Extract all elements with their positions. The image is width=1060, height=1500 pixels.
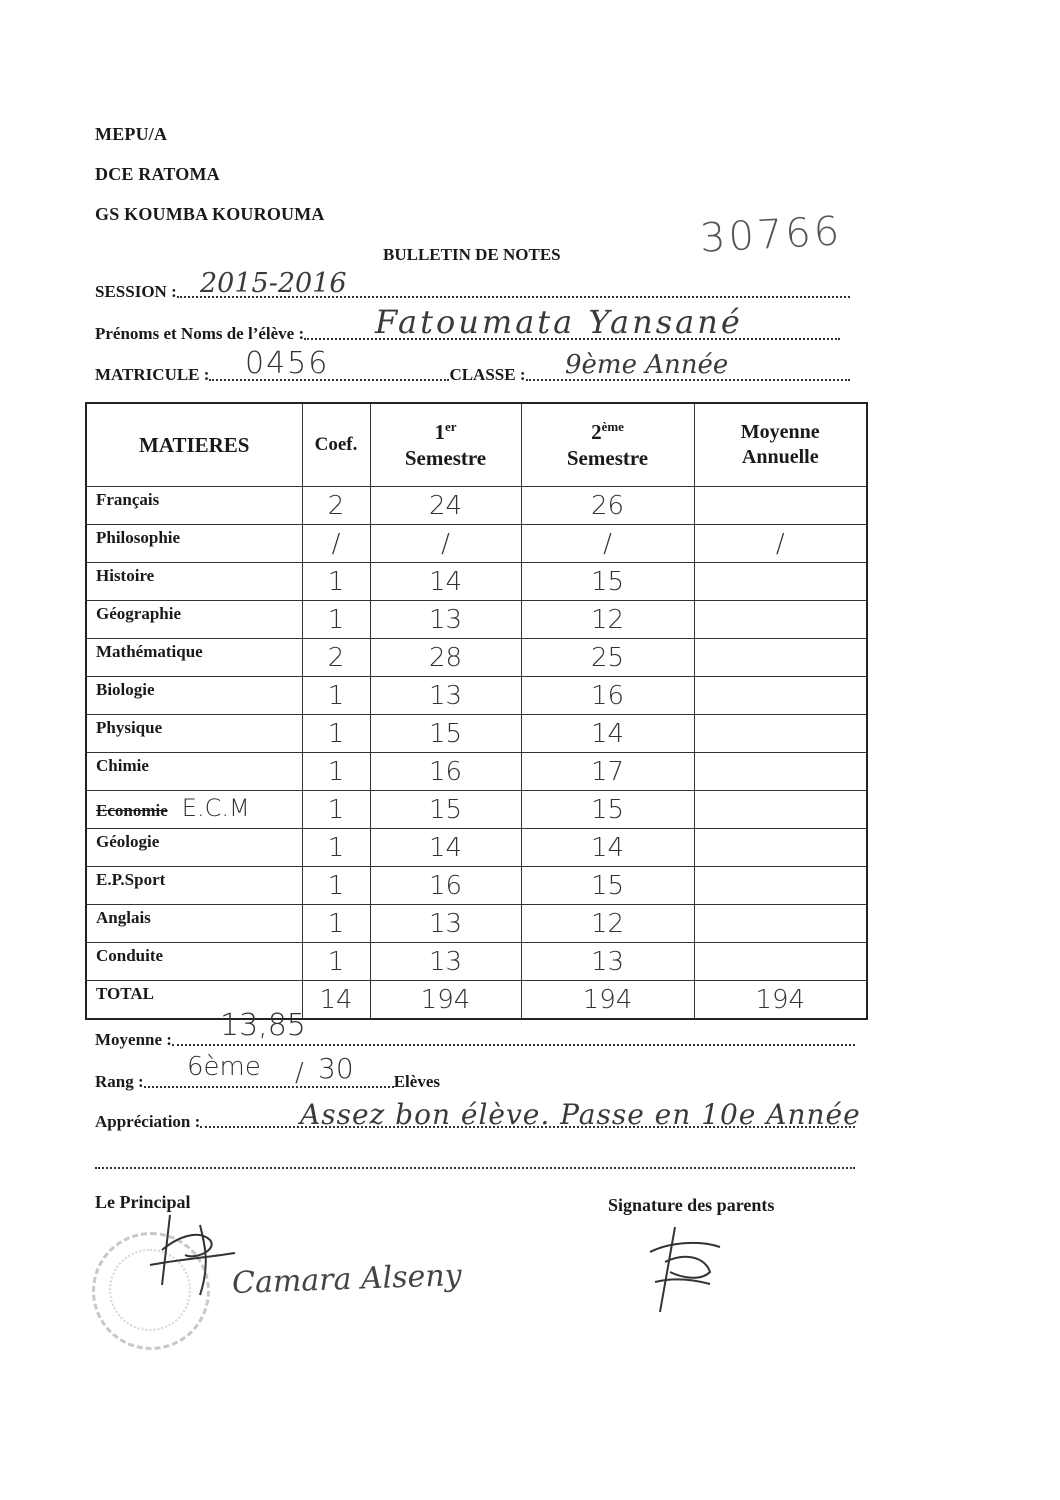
semester-2-cell: 13	[521, 943, 694, 981]
semester-1-cell: 24	[370, 487, 521, 525]
annual-average-cell: 194	[694, 981, 867, 1020]
student-name-label: Prénoms et Noms de l’élève :	[95, 324, 305, 343]
classe-label: CLASSE :	[449, 365, 526, 384]
semester-1-cell: 13	[370, 905, 521, 943]
semester-2-cell: 15	[521, 867, 694, 905]
table-row	[86, 677, 867, 715]
semester-1-cell: 13	[370, 943, 521, 981]
annual-average-cell	[694, 867, 867, 905]
annual-average-cell	[694, 905, 867, 943]
subject-cell	[86, 525, 302, 563]
coef-cell: 1	[302, 943, 370, 981]
header-coef: Coef.	[302, 403, 370, 487]
subject-name: Géologie	[96, 832, 160, 851]
annual-average-cell	[694, 677, 867, 715]
header-matieres: MATIERES	[86, 403, 302, 487]
coef-cell: 1	[302, 715, 370, 753]
table-row	[86, 525, 867, 563]
table-row	[86, 639, 867, 677]
semester-2-cell: 12	[521, 601, 694, 639]
subject-cell	[86, 829, 302, 867]
annual-average-cell	[694, 639, 867, 677]
subject-name: TOTAL	[96, 984, 154, 1003]
student-name-value: Fatoumata Yansané	[375, 303, 743, 341]
semester-2-cell: 14	[521, 829, 694, 867]
subject-name: Biologie	[96, 680, 155, 699]
document-title: BULLETIN DE NOTES	[383, 245, 561, 264]
semester-1-cell: 14	[370, 563, 521, 601]
table-row	[86, 715, 867, 753]
coef-cell: 1	[302, 829, 370, 867]
table-row	[86, 753, 867, 791]
appreciation-value: Assez bon élève. Passe en 10e Année	[300, 1098, 861, 1131]
semester-2-cell: 16	[521, 677, 694, 715]
rang-total: 30	[318, 1052, 354, 1085]
rang-field	[95, 1072, 440, 1092]
subject-name: Mathématique	[96, 642, 203, 661]
subject-cell	[86, 791, 302, 829]
school-header: GS KOUMBA KOUROUMA	[95, 204, 325, 224]
semester-2-cell: 15	[521, 791, 694, 829]
parents-signature-label: Signature des parents	[608, 1195, 775, 1215]
semester-1-cell: 14	[370, 829, 521, 867]
session-value: 2015-2016	[200, 268, 347, 299]
ministry-header: MEPU/A	[95, 124, 168, 144]
subject-name: Conduite	[96, 946, 164, 965]
subject-cell	[86, 677, 302, 715]
table-row	[86, 487, 867, 525]
subject-name: Economie	[96, 801, 168, 820]
header-semester-1: 1er Semestre	[370, 403, 521, 487]
grades-table	[85, 402, 868, 1020]
annual-average-cell	[694, 715, 867, 753]
principal-signature-scribble	[140, 1205, 240, 1315]
appreciation-label: Appréciation :	[95, 1112, 201, 1131]
subject-cell	[86, 563, 302, 601]
moyenne-field	[95, 1030, 855, 1050]
semester-1-cell: 28	[370, 639, 521, 677]
session-label: SESSION :	[95, 282, 177, 301]
header-semester-2: 2ème Semestre	[521, 403, 694, 487]
moyenne-value: 13,85	[220, 1008, 306, 1043]
table-row	[86, 791, 867, 829]
semester-1-cell: 16	[370, 753, 521, 791]
semester-1-cell: /	[370, 525, 521, 563]
matricule-label: MATRICULE :	[95, 365, 210, 384]
rang-label: Rang :	[95, 1072, 144, 1091]
semester-2-cell: 14	[521, 715, 694, 753]
table-header-row	[86, 403, 867, 487]
table-row	[86, 943, 867, 981]
semester-1-cell: 16	[370, 867, 521, 905]
semester-2-cell: 194	[521, 981, 694, 1020]
reference-number: 30766	[698, 208, 844, 262]
matricule-value: 0456	[245, 346, 330, 381]
annual-average-cell	[694, 829, 867, 867]
semester-1-cell: 15	[370, 791, 521, 829]
coef-cell: 2	[302, 639, 370, 677]
subject-cell	[86, 905, 302, 943]
semester-1-cell: 194	[370, 981, 521, 1020]
principal-label: Le Principal	[95, 1192, 191, 1212]
annual-average-cell	[694, 601, 867, 639]
coef-cell: /	[302, 525, 370, 563]
subject-name: Philosophie	[96, 528, 181, 547]
coef-cell: 2	[302, 487, 370, 525]
table-row	[86, 563, 867, 601]
rang-value: 6ème	[187, 1052, 261, 1082]
coef-cell: 14	[302, 981, 370, 1020]
subject-cell	[86, 601, 302, 639]
annual-average-cell: /	[694, 525, 867, 563]
semester-1-cell: 13	[370, 677, 521, 715]
semester-2-cell: /	[521, 525, 694, 563]
header-annual-average: Moyenne Annuelle	[694, 403, 867, 487]
subject-name: Anglais	[96, 908, 151, 927]
subject-note: E.C.M	[181, 794, 250, 822]
subject-cell	[86, 715, 302, 753]
appreciation-second-line	[95, 1166, 855, 1169]
table-total-row	[86, 981, 867, 1020]
moyenne-label: Moyenne :	[95, 1030, 172, 1049]
subject-cell	[86, 639, 302, 677]
annual-average-cell	[694, 563, 867, 601]
table-row	[86, 905, 867, 943]
subject-name: Physique	[96, 718, 163, 737]
annual-average-cell	[694, 791, 867, 829]
semester-2-cell: 15	[521, 563, 694, 601]
annual-average-cell	[694, 753, 867, 791]
principal-name: Camara Alseny	[231, 1258, 463, 1301]
coef-cell: 1	[302, 601, 370, 639]
subject-name: E.P.Sport	[96, 870, 166, 889]
table-row	[86, 867, 867, 905]
eleves-label: Elèves	[393, 1072, 440, 1091]
matricule-classe-field	[95, 365, 850, 385]
table-row	[86, 829, 867, 867]
semester-1-cell: 13	[370, 601, 521, 639]
rang-separator: /	[295, 1058, 304, 1088]
coef-cell: 1	[302, 563, 370, 601]
subject-name: Histoire	[96, 566, 155, 585]
semester-1-cell: 15	[370, 715, 521, 753]
subject-cell	[86, 943, 302, 981]
coef-cell: 1	[302, 867, 370, 905]
table-row	[86, 601, 867, 639]
moyenne-dotted-line	[172, 1043, 855, 1046]
coef-cell: 1	[302, 791, 370, 829]
coef-cell: 1	[302, 905, 370, 943]
subject-name: Français	[96, 490, 160, 509]
semester-2-cell: 25	[521, 639, 694, 677]
subject-cell	[86, 753, 302, 791]
subject-name: Géographie	[96, 604, 181, 623]
district-header: DCE RATOMA	[95, 164, 220, 184]
subject-name: Chimie	[96, 756, 149, 775]
annual-average-cell	[694, 487, 867, 525]
rang-dotted-line	[144, 1085, 394, 1088]
annual-average-cell	[694, 943, 867, 981]
coef-cell: 1	[302, 753, 370, 791]
parents-signature-scribble	[630, 1222, 740, 1322]
semester-2-cell: 26	[521, 487, 694, 525]
subject-cell	[86, 487, 302, 525]
classe-value: 9ème Année	[565, 350, 729, 380]
semester-2-cell: 12	[521, 905, 694, 943]
coef-cell: 1	[302, 677, 370, 715]
subject-cell	[86, 867, 302, 905]
semester-2-cell: 17	[521, 753, 694, 791]
